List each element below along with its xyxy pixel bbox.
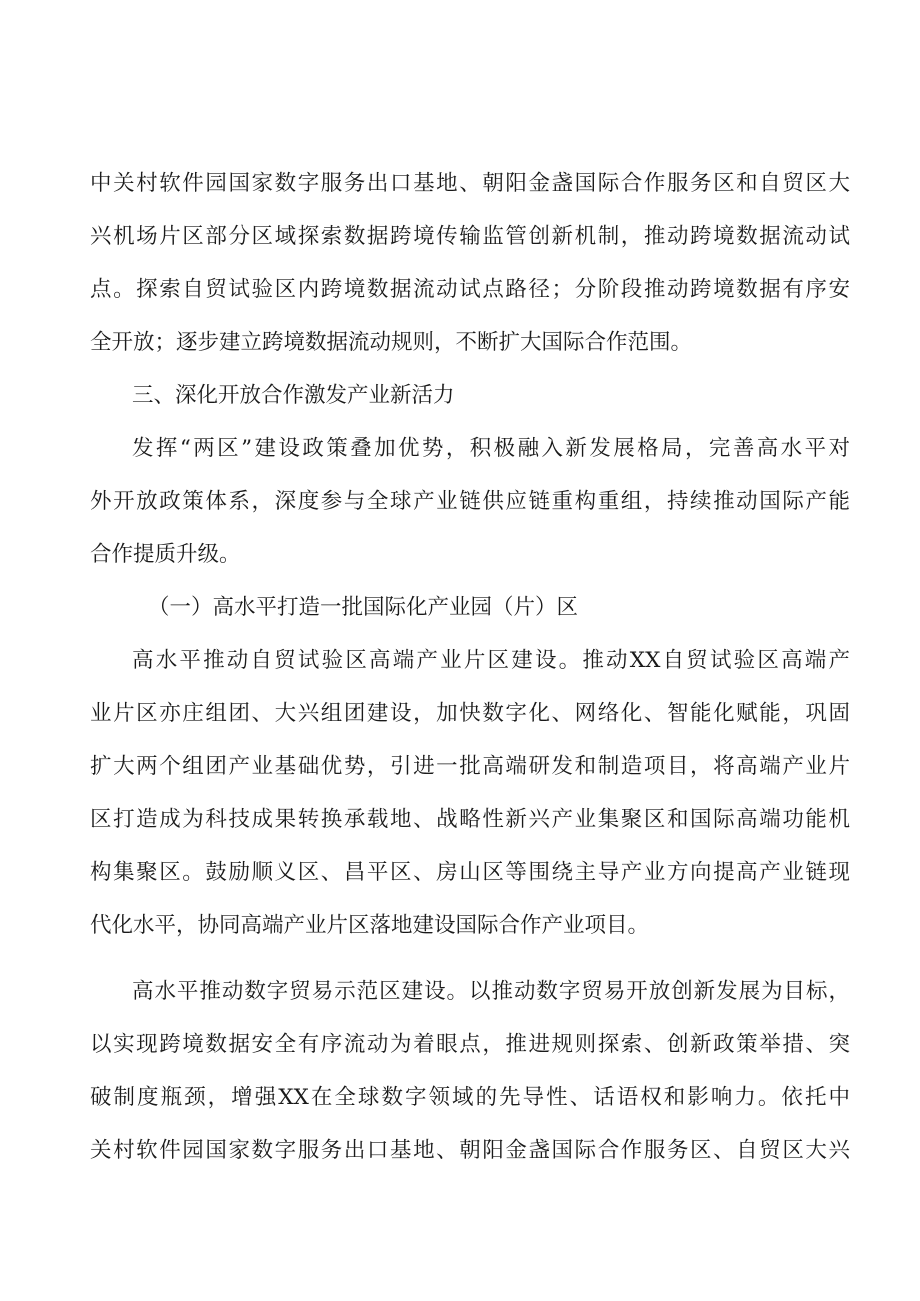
text-line: 关村软件园国家数字服务出口基地、朝阳金盏国际合作服务区、自贸区大兴 bbox=[90, 1138, 850, 1163]
text-line: 以实现跨境数据安全有序流动为着眼点，推进规则探索、创新政策举措、突 bbox=[90, 1032, 850, 1057]
text-line: 全开放；逐步建立跨境数据流动规则，不断扩大国际合作范围。 bbox=[90, 330, 693, 355]
text-line: 合作提质升级。 bbox=[90, 542, 241, 567]
text-line: 中关村软件园国家数字服务出口基地、朝阳金盏国际合作服务区和自贸区大 bbox=[90, 171, 850, 196]
text-line: 高水平推动自贸试验区高端产业片区建设。推动XX自贸试验区高端产 bbox=[132, 648, 850, 673]
text-line: 扩大两个组团产业基础优势，引进一批高端研发和制造项目，将高端产业片 bbox=[90, 754, 850, 779]
text-line: 破制度瓶颈，增强XX在全球数字领域的先导性、话语权和影响力。依托中 bbox=[90, 1085, 850, 1110]
text-line: 高水平推动数字贸易示范区建设。以推动数字贸易开放创新发展为目标， bbox=[132, 979, 850, 1004]
text-line: 区打造成为科技成果转换承载地、战略性新兴产业集聚区和国际高端功能机 bbox=[90, 807, 850, 832]
text-line: 代化水平，协同高端产业片区落地建设国际合作产业项目。 bbox=[90, 913, 650, 938]
subsection-heading: （一）高水平打造一批国际化产业园（片）区 bbox=[148, 595, 579, 620]
text-line: 兴机场片区部分区域探索数据跨境传输监管创新机制，推动跨境数据流动试 bbox=[90, 224, 850, 249]
text-line: 构集聚区。鼓励顺义区、昌平区、房山区等围绕主导产业方向提高产业链现 bbox=[90, 860, 850, 885]
text-line: 点。探索自贸试验区内跨境数据流动试点路径；分阶段推动跨境数据有序安 bbox=[90, 277, 850, 302]
text-line: 外开放政策体系，深度参与全球产业链供应链重构重组，持续推动国际产能 bbox=[90, 489, 850, 514]
text-line: 发挥“两区”建设政策叠加优势，积极融入新发展格局，完善高水平对 bbox=[132, 436, 850, 461]
section-heading: 三、深化开放合作激发产业新活力 bbox=[132, 383, 455, 408]
text-line: 业片区亦庄组团、大兴组团建设，加快数字化、网络化、智能化赋能，巩固 bbox=[90, 701, 850, 726]
